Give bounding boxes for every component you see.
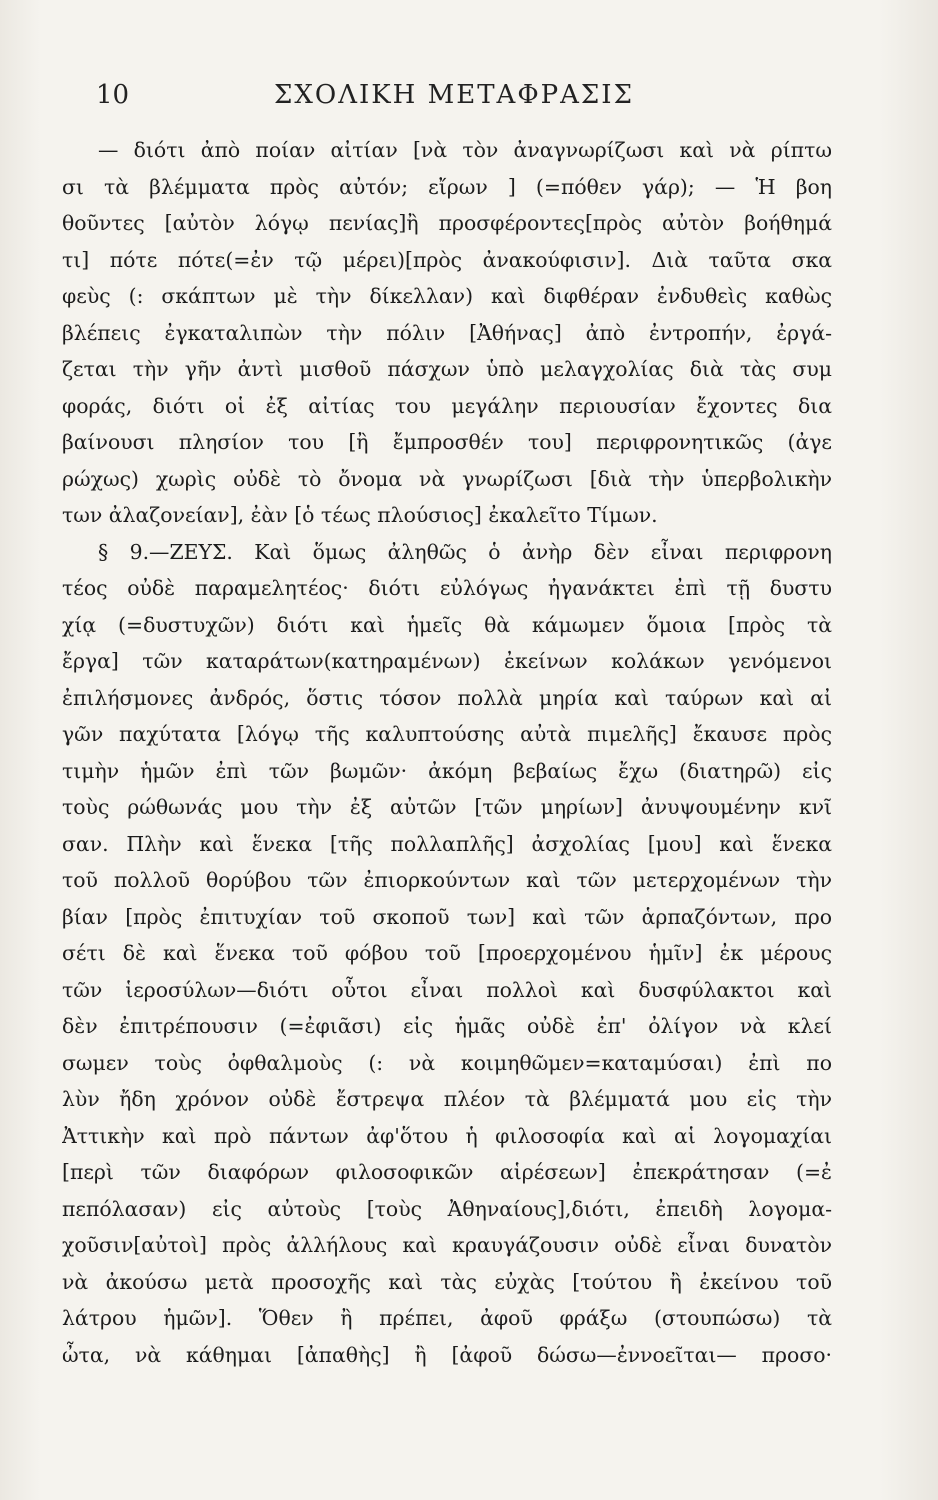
text-line: χοῦσιν[αὐτοὶ] πρὸς ἀλλήλους καὶ κραυγάζουσιν οὐδὲ εἶναι δυνατὸν	[62, 1233, 832, 1257]
text-line: τιμὴν ἡμῶν ἐπὶ τῶν βωμῶν· ἀκόμη βεβαίως ἔχω (διατηρῶ) εἰς	[62, 758, 832, 783]
text-line: πεπόλασαν) εἰς αὐτοὺς [τοὺς Ἀθηναίους],διότι, ἐπειδὴ λογομα-	[62, 1196, 832, 1221]
text-line: λὺν ἤδη χρόνον οὐδὲ ἔστρεψα πλέον τὰ βλέμματά μου εἰς τὴν	[62, 1087, 832, 1111]
text-line: βαίνουσι πλησίον του [ἢ ἔμπροσθέν του] περιφρονητικῶς (ἀγε	[62, 430, 832, 454]
text-line: φεὺς (: σκάπτων μὲ τὴν δίκελλαν) καὶ διφθέραν ἐνδυθεὶς καθὼς	[62, 284, 832, 308]
text-line: — διότι ἀπὸ ποίαν αἰτίαν [νὰ τὸν ἀναγνωρίζωσι καὶ νὰ ρίπτω	[98, 138, 832, 162]
text-line: τῶν ἱεροσύλων—διότι οὗτοι εἶναι πολλοὶ καὶ δυσφύλακτοι καὶ	[62, 977, 832, 1002]
text-line: δὲν ἐπιτρέπουσιν (=ἐφιᾶσι) εἰς ἡμᾶς οὐδὲ ἐπ' ὀλίγον νὰ κλεί	[62, 1014, 832, 1038]
text-line: ζεται τὴν γῆν ἀντὶ μισθοῦ πάσχων ὑπὸ μελαγχολίας διὰ τὰς συμ	[62, 357, 832, 381]
text-line: σαν. Πλὴν καὶ ἕνεκα [τῆς πολλαπλῆς] ἀσχολίας [μου] καὶ ἕνεκα	[62, 831, 832, 856]
text-line: βλέπεις ἐγκαταλιπὼν τὴν πόλιν [Ἀθήνας] ἀπὸ ἐντροπήν, ἐργά-	[62, 320, 832, 345]
text-line: τοὺς ρώθωνάς μου τὴν ἐξ αὐτῶν [τῶν μηρίων] ἀνυψουμένην κνῖ	[62, 795, 832, 819]
page-header	[96, 80, 836, 120]
text-body	[62, 132, 832, 1373]
text-line: ρώχως) χωρὶς οὐδὲ τὸ ὄνομα νὰ γνωρίζωσι [διὰ τὴν ὑπερβολικὴν	[62, 466, 832, 491]
text-line: νὰ ἀκούσω μετὰ προσοχῆς καὶ τὰς εὐχὰς [τούτου ἢ ἐκείνου τοῦ	[62, 1269, 832, 1294]
text-line: [περὶ τῶν διαφόρων φιλοσοφικῶν αἱρέσεων] ἐπεκράτησαν (=ἐ	[62, 1160, 832, 1184]
text-line: των ἀλαζονείαν], ἐὰν [ὁ τέως πλούσιος] ἐκαλεῖτο Τίμων.	[62, 503, 658, 527]
text-line: τοῦ πολλοῦ θορύβου τῶν ἐπιορκούντων καὶ τῶν μετερχομένων τὴν	[62, 868, 832, 892]
text-line: σωμεν τοὺς ὀφθαλμοὺς (: νὰ κοιμηθῶμεν=καταμύσαι) ἐπὶ πο	[62, 1050, 832, 1075]
text-line: θοῦντες [αὐτὸν λόγῳ πενίας]ἢ προσφέροντες[πρὸς αὐτὸν βοήθημά	[62, 211, 832, 235]
page-number: 10	[96, 80, 130, 110]
text-line: ἐπιλήσμονες ἀνδρός, ὅστις τόσον πολλὰ μηρία καὶ ταύρων καὶ αἰ	[62, 685, 832, 710]
running-title: ΣΧΟΛΙΚΗ ΜΕΤΑΦΡΑΣΙΣ	[274, 80, 634, 110]
text-line: φοράς, διότι οἱ ἐξ αἰτίας του μεγάλην περιουσίαν ἔχοντες δια	[62, 393, 832, 418]
text-line: τέος οὐδὲ παραμελητέος· διότι εὐλόγως ἠγανάκτει ἐπὶ τῇ δυστυ	[62, 576, 832, 600]
text-line: ὦτα, νὰ κάθημαι [ἀπαθὴς] ἢ [ἀφοῦ δώσω—ἐννοεῖται— προσο·	[62, 1342, 832, 1367]
text-line: ἔργα] τῶν καταράτων(κατηραμένων) ἐκείνων κολάκων γενόμενοι	[62, 649, 832, 673]
text-line: τι] πότε πότε(=ἐν τῷ μέρει)[πρὸς ἀνακούφισιν]. Διὰ ταῦτα σκα	[62, 247, 832, 272]
text-line: σέτι δὲ καὶ ἕνεκα τοῦ φόβου τοῦ [προερχομένου ἡμῖν] ἐκ μέρους	[62, 941, 832, 965]
text-line: γῶν παχύτατα [λόγῳ τῆς καλυπτούσης αὐτὰ πιμελῆς] ἔκαυσε πρὸς	[62, 722, 832, 746]
text-line: λάτρου ἡμῶν]. Ὅθεν ἢ πρέπει, ἀφοῦ φράξω (στουπώσω) τὰ	[62, 1306, 832, 1330]
text-line: βίαν [πρὸς ἐπιτυχίαν τοῦ σκοποῦ των] καὶ τῶν ἁρπαζόντων, προ	[62, 904, 832, 929]
text-line: χίᾳ (=δυστυχῶν) διότι καὶ ἡμεῖς θὰ κάμωμεν ὅμοια [πρὸς τὰ	[62, 612, 832, 637]
text-line: § 9.—ΖΕΥΣ. Καὶ ὅμως ἀληθῶς ὁ ἀνὴρ δὲν εἶναι περιφρονη	[98, 539, 832, 564]
text-line: Ἀττικὴν καὶ πρὸ πάντων ἀφ'ὅτου ἡ φιλοσοφία καὶ αἱ λογομαχίαι	[62, 1123, 832, 1148]
text-line: σι τὰ βλέμματα πρὸς αὐτόν; εἴρων ] (=πόθεν γάρ); — Ἡ βοη	[62, 174, 832, 199]
